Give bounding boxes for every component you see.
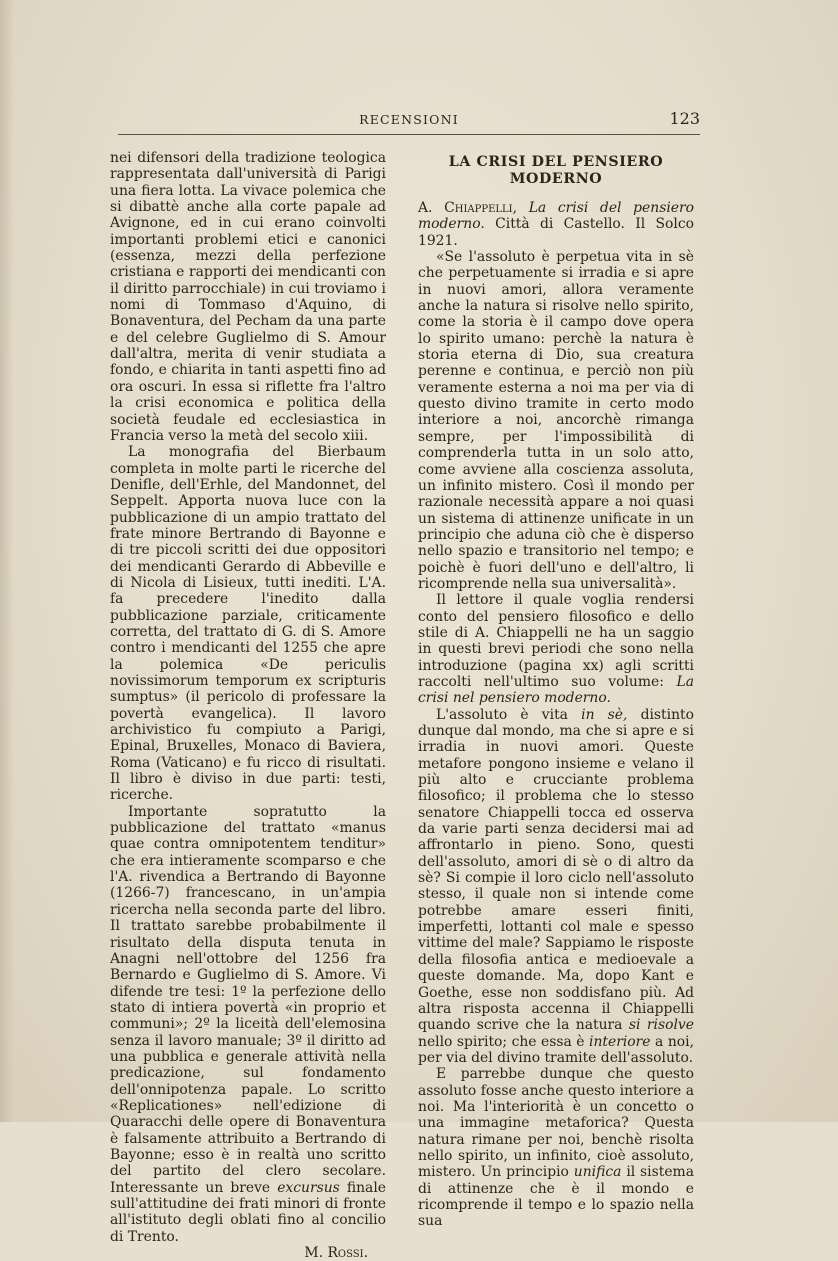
page-number: 123 bbox=[669, 109, 700, 128]
review-title: LA CRISI DEL PENSIERO MODERNO bbox=[448, 154, 664, 187]
citation-author: A. Chiappelli, bbox=[418, 200, 518, 216]
italic-term: in sè, bbox=[581, 706, 628, 723]
page-header bbox=[118, 109, 700, 132]
paragraph-text: Il lettore il quale voglia rendersi conto del pensiero filosofico e dello stile di A. Chiappelli ne ha un saggio in questi brevi periodi che sono nella introduzione (pagina xx) agli scritti raccolti nell'ultimo suo volume: bbox=[418, 592, 694, 690]
page-shadow-edge bbox=[0, 0, 14, 1122]
reviewer-signature: M. Rossi. bbox=[304, 1245, 368, 1261]
italic-term: interiore bbox=[589, 1033, 651, 1050]
paragraph-text: L'assoluto è vita bbox=[436, 706, 568, 723]
paragraph bbox=[110, 804, 386, 1245]
paragraph-text: il sistema di attinenze che è il mondo e ricomprende il tempo e lo spazio nella sua bbox=[418, 1164, 695, 1230]
running-title: RECENSIONI bbox=[359, 112, 459, 127]
paragraph bbox=[418, 592, 694, 706]
italic-term: unifica bbox=[573, 1164, 622, 1181]
bibliographic-citation bbox=[418, 200, 694, 249]
paragraph: La monografia del Bierbaum completa in molte parti le ricerche del Denifle, dell'Erhle, del Mandonnet, del Seppelt. Apporta nuova luce con la pubblicazione di un ampio trattato del frate minore Bertrando di Bayonne e di tre piccoli scritti dei due oppositori dei mendicanti Gerardo di Abbeville e di Nicola di Lisieux, tutti inediti. L'A. fa precedere l'inedito dalla pubblicazione parziale, criticamente corretta, del trattato di G. di S. Amore contro i mendicanti del 1255 che apre la polemica «De periculis novissimorum temporum ex scripturis sumptus» (il pericolo di professare la povertà evangelica). Il lavoro archivistico fu compiuto a Parigi, Epinal, Bruxelles, Monaco di Baviera, Roma (Vaticano) e fu ricco di risultati. Il libro è diviso in due parti: testi, ricerche. bbox=[110, 444, 386, 804]
paragraph-text: nello spirito; che essa è bbox=[418, 1033, 585, 1050]
paragraph-text: E parrebbe dunque che questo assoluto fosse anche questo interiore a noi. Ma l'interiorità è un concetto o una immagine metaforica? Questa natura rimane per noi, benchè risolta nello spirito, un infinito, cioè assoluto, mistero. Un principio bbox=[418, 1066, 694, 1181]
italic-title: La crisi nel pensiero moderno. bbox=[418, 673, 694, 707]
paragraph-text: finale sull'attitudine dei frati minori di fronte all'istituto degli oblati fino al concilio di Trento. bbox=[110, 1179, 386, 1245]
header-rule bbox=[118, 134, 700, 135]
citation-publisher: Città di Castello. Il Solco 1921. bbox=[418, 216, 694, 249]
review-signature-row bbox=[110, 1245, 386, 1261]
paragraph-text: distinto dunque dal mondo, ma che si apre e si irradia in nuovi amori. Queste metafore pongono insieme e velano il più alto e crucciante problema filosofico; il problema che lo stesso senatore Chiappelli tocca ed osserva da varie parti senza decidersi mai ad affrontarlo in pieno. Sono, questi dell'assoluto, amori di sè o di altro da sè? Si compie il loro ciclo nell'assoluto stesso, il quale non si intende come potrebbe amare esseri finiti, imperfetti, lottanti col male e spesso vittime del male? Sappiamo le risposte della filosofia antica e medioevale a queste domande. Ma, dopo Kant e Goethe, esse non soddisfano più. Ad altra risposta accenna il Chiappelli quando scrive che la natura bbox=[418, 706, 694, 1034]
paragraph-text: a noi, per via del divino tramite dell'assoluto. bbox=[418, 1033, 694, 1066]
paragraph: nei difensori della tradizione teologica rappresentata dall'università di Parigi una fiera lotta. La vivace polemica che si dibattè anche alla corte papale ad Avignone, ed in cui erano coinvolti importanti problemi etici e canonici (essenza, mezzi della perfezione cristiana e rapporti dei mendicanti con il diritto parrocchiale) in cui troviamo i nomi di Tommaso d'Aquino, di Bonaventura, del Pecham da una parte e del celebre Guglielmo di S. Amour dall'altra, merita di venir studiata a fondo, e chiarita in tanti aspetti fino ad ora oscuri. In essa si riflette fra l'altro la crisi economica e politica della società feudale ed ecclesiastica in Francia verso la metà del secolo xiii. bbox=[110, 150, 386, 444]
right-column bbox=[418, 150, 694, 1230]
italic-term: si risolve bbox=[628, 1017, 694, 1034]
citation-work-title: La crisi del pensiero moderno. bbox=[418, 200, 694, 233]
italic-term: excursus bbox=[277, 1179, 340, 1196]
quotation: «Se l'assoluto è perpetua vita in sè che perpetuamente si irradia e si apre in nuovi amori, allora veramente anche la natura si risolve nello spirito, come la storia è il campo dove opera lo spirito umano: perchè la natura è storia eterna di Dio, sua creatura perenne e continua, e perciò non più veramente esterna a noi ma per via di questo divino tramite in certo modo interiore a noi, ancorchè rimanga sempre, per l'impossibilità di comprenderla tutta in un solo atto, come avviene alla coscienza assoluta, un infinito mistero. Così il mondo per razionale necessità appare a noi quasi un sistema di attinenze unificate in un principio che aduna ciò che è disperso nello spazio e transitorio nel tempo; e poichè è fuori dell'uno e dell'altro, li ricomprende nella sua universalità». bbox=[418, 249, 694, 592]
left-column bbox=[110, 150, 386, 1261]
paragraph-text: Importante sopratutto la pubblicazione del trattato «manus quae contra omnipotentem tenditur» che era intieramente scomparso e che l'A. rivendica a Bertrando di Bayonne (1266-7) francescano, in un'ampia ricercha nella seconda parte del libro. Il trattato sarebbe probabilmente il risultato della disputa tenuta in Anagni nell'ottobre del 1256 fra Bernardo e Guglielmo di S. Amore. Vi difende tre tesi: 1º la perfezione dello stato di intiera povertà «in proprio et communi»; 2º la liceità dell'elemosina senza il lavoro manuale; 3º il diritto ad una pubblica e generale attività nella predicazione, sul fondamento dell'onnipotenza papale. Lo scritto «Replicationes» nell'edizione di Quaracchi delle opere di Bonaventura è falsamente attribuito a Bertrando di Bayonne; esso è in realtà uno scritto del partito del clero secolare. Interessante un breve bbox=[110, 803, 386, 1196]
paragraph bbox=[418, 707, 694, 1067]
paragraph bbox=[418, 1066, 694, 1229]
